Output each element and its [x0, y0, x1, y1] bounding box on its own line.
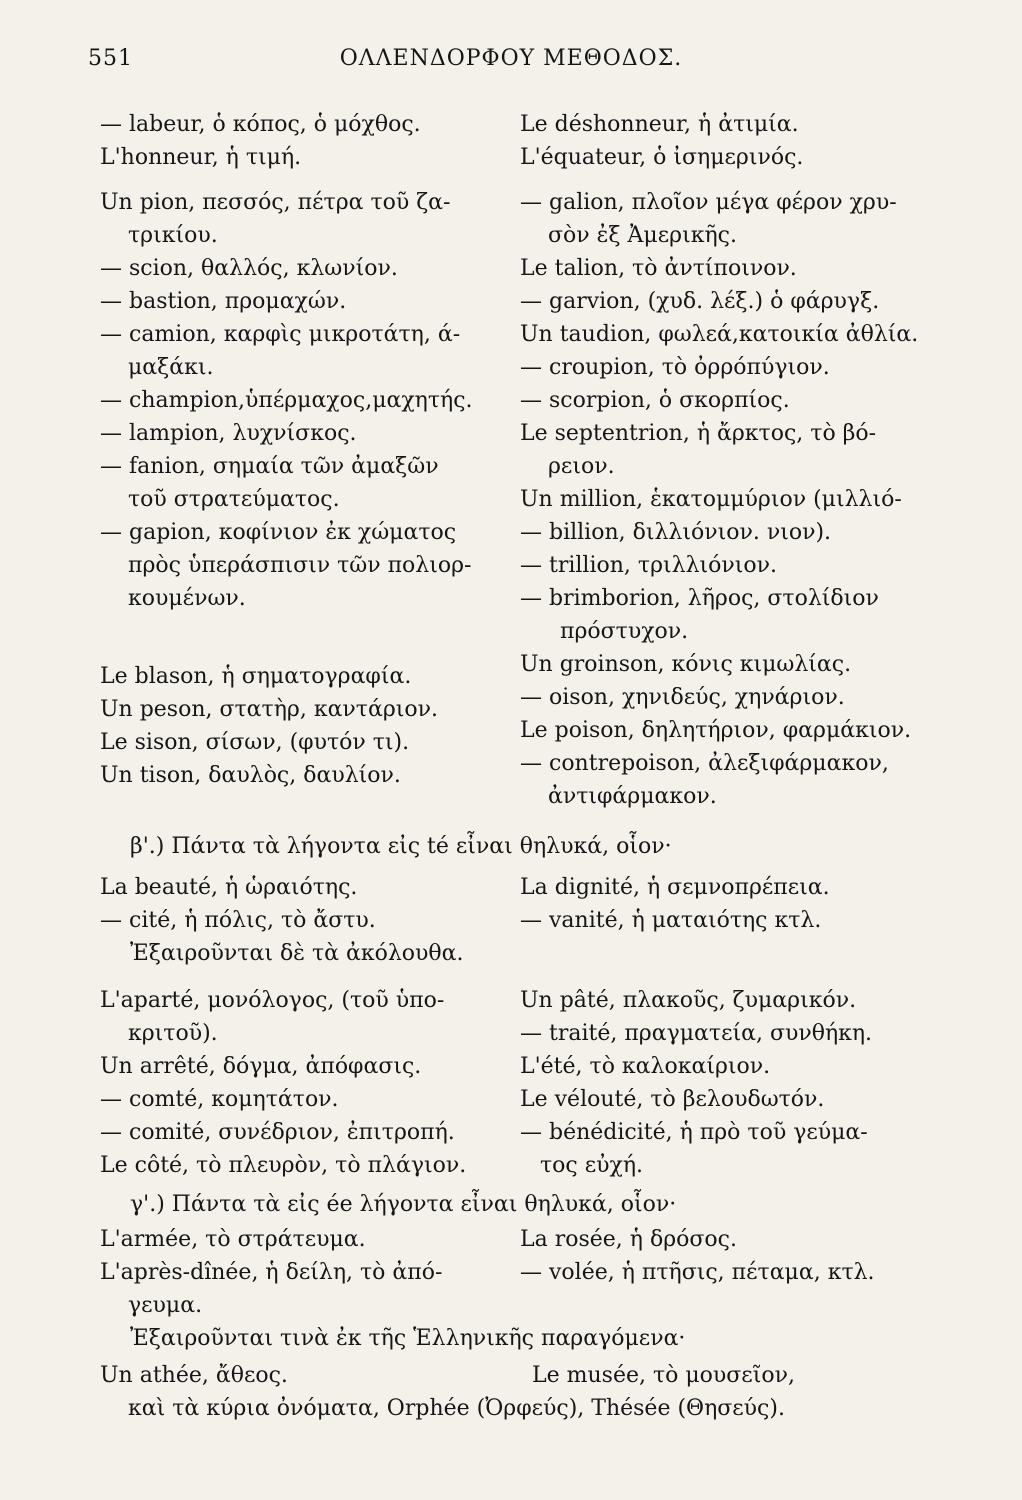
entry: L'après-dînée, ἡ δείλη, τὸ ἀπό-	[100, 1260, 443, 1285]
spacer	[100, 615, 520, 660]
entry: Un groinson, κόνις κιμωλίας.	[520, 652, 852, 677]
running-title: ΟΛΛΕΝΔΟΡΦΟΥ ΜΕΘΟΔΟΣ.	[339, 46, 683, 71]
entry: — bénédicité, ἡ πρὸ τοῦ γεύμα-	[520, 1120, 868, 1145]
entry: — comité, συνέδριον, ἐπιτροπή.	[100, 1120, 455, 1145]
section-two-left-column	[100, 871, 520, 937]
entry-continuation: πρὸς ὑπεράσπισιν τῶν πολιορ-	[128, 553, 472, 578]
section-two	[100, 830, 980, 970]
entry-continuation: σὸν ἐξ Ἀμερικῆς.	[548, 223, 737, 248]
entry: — cité, ἡ πόλις, τὸ ἄστυ.	[100, 908, 376, 933]
entry: — bastion, προμαχών.	[100, 289, 347, 314]
entry-continuation: κουμένων.	[128, 586, 246, 611]
entry: Un taudion, φωλεά,κατοικία ἀθλία.	[520, 322, 919, 347]
entry: — scorpion, ὁ σκορπίος.	[520, 388, 790, 413]
entry: L'équateur, ὁ ἰσημερινός.	[520, 145, 804, 170]
exception-note: Ἐξαιροῦνται δὲ τὰ ἀκόλουθα.	[130, 941, 464, 966]
section-four	[100, 1188, 980, 1425]
section-one	[100, 108, 980, 813]
entry: Un athée, ἄθεος.	[100, 1363, 288, 1388]
final-right-column	[520, 1359, 980, 1392]
section-two-right-column	[520, 871, 980, 937]
entry: — volée, ἡ πτῆσις, πέταμα, κτλ.	[520, 1260, 875, 1285]
entry-continuation: τρικίου.	[128, 223, 218, 248]
entry: Le vélouté, τὸ βελουδωτόν.	[520, 1087, 825, 1112]
entry: — trillion, τριλλιόνιον.	[520, 553, 777, 578]
entry: La rosée, ἡ δρόσος.	[520, 1227, 737, 1252]
closing-line: καὶ τὰ κύρια ὀνόματα, Orphée (Ὀρφεύς), Thésée (Θησεύς).	[128, 1396, 785, 1421]
section-three	[100, 984, 980, 1182]
entry: Le poison, δηλητήριον, φαρμάκιον.	[520, 718, 912, 743]
entry: — traité, πραγματεία, συνθήκη.	[520, 1021, 873, 1046]
exception-note: Ἐξαιροῦνται τινὰ ἐκ τῆς Ἑλληνικῆς παραγόμενα·	[130, 1326, 686, 1351]
entry: — gapion, κοφίνιον ἐκ χώματος	[100, 520, 457, 545]
entry: Un pâté, πλακοῦς, ζυμαρικόν.	[520, 988, 857, 1013]
entry: — garvion, (χυδ. λέξ.) ὁ φάρυγξ.	[520, 289, 880, 314]
entry: — labeur, ὁ κόπος, ὁ μόχθος.	[100, 112, 421, 137]
entry: Un arrêté, δόγμα, ἀπόφασις.	[100, 1054, 422, 1079]
entry: — camion, καρφὶς μικροτάτη, ά-	[100, 322, 461, 347]
entry: L'honneur, ἡ τιμή.	[100, 145, 302, 170]
page-number: 551	[88, 46, 133, 71]
entry-continuation: τοῦ στρατεύματος.	[128, 487, 340, 512]
entry-continuation: γευμα.	[128, 1293, 203, 1318]
spacer	[520, 174, 980, 186]
entry: — champion,ὑπέρμαχος,μαχητής.	[100, 388, 473, 413]
entry: Le sison, σίσων, (φυτόν τι).	[100, 730, 410, 755]
rule-heading: β'.) Πάντα τὰ λήγοντα εἰς té εἶναι θηλυκά, οἷον·	[130, 834, 672, 859]
entry-continuation: τος εὐχή.	[540, 1153, 644, 1178]
entry-continuation: πρόστυχον.	[560, 619, 689, 644]
entry: Un peson, στατὴρ, καντάριον.	[100, 697, 438, 722]
entry: Un pion, πεσσός, πέτρα τοῦ ζα-	[100, 190, 451, 215]
entry: Un tison, δαυλὸς, δαυλίον.	[100, 763, 401, 788]
entry: Un million, ἑκατομμύριον (μιλλιό-	[520, 487, 902, 512]
section-four-left-column	[100, 1223, 520, 1322]
final-left-column	[100, 1359, 520, 1392]
page-header	[88, 46, 934, 82]
section-one-right-column	[520, 108, 980, 813]
entry-continuation: ρειον.	[548, 454, 615, 479]
entry: L'armée, τὸ στράτευμα.	[100, 1227, 366, 1252]
entry: L'aparté, μονόλογος, (τοῦ ὑπο-	[100, 988, 445, 1013]
entry-continuation: κριτοῦ).	[128, 1021, 218, 1046]
entry: Le septentrion, ἡ ἄρκτος, τὸ βό-	[520, 421, 877, 446]
spacer	[100, 174, 520, 186]
entry: Le blason, ἡ σηματογραφία.	[100, 664, 412, 689]
entry: — contrepoison, ἀλεξιφάρμακον,	[520, 751, 889, 776]
entry: — lampion, λυχνίσκος.	[100, 421, 357, 446]
entry-continuation: ἀντιφάρμακον.	[548, 784, 717, 809]
section-three-left-column	[100, 984, 520, 1182]
entry: — vanité, ἡ ματαιότης κτλ.	[520, 908, 822, 933]
entry: — oison, χηνιδεύς, χηνάριον.	[520, 685, 845, 710]
entry: Le côté, τὸ πλευρὸν, τὸ πλάγιον.	[100, 1153, 467, 1178]
section-three-right-column	[520, 984, 980, 1182]
entry: Le talion, τὸ ἀντίποινον.	[520, 256, 797, 281]
entry: Le musée, τὸ μουσεῖον,	[532, 1363, 795, 1388]
entry: La beauté, ἡ ὡραιότης.	[100, 875, 358, 900]
entry: La dignité, ἡ σεμνοπρέπεια.	[520, 875, 830, 900]
section-four-right-column	[520, 1223, 980, 1322]
entry: — fanion, σημαία τῶν ἀμαξῶν	[100, 454, 439, 479]
entry: — brimborion, λῆρος, στολίδιον	[520, 586, 879, 611]
entry: L'été, τὸ καλοκαίριον.	[520, 1054, 771, 1079]
entry: — billion, διλλιόνιον. νιον).	[520, 520, 832, 545]
entry: — scion, θαλλός, κλωνίον.	[100, 256, 398, 281]
entry: — croupion, τὸ ὀρρόπύγιον.	[520, 355, 830, 380]
rule-heading: γ'.) Πάντα τὰ εἰς ée λήγοντα εἶναι θηλυκά, οἷον·	[130, 1192, 677, 1217]
entry-continuation: μαξάκι.	[128, 355, 214, 380]
entry: — galion, πλοῖον μέγα φέρον χρυ-	[520, 190, 897, 215]
entry: — comté, κομητάτον.	[100, 1087, 339, 1112]
section-one-left-column	[100, 108, 520, 813]
entry: Le déshonneur, ἡ ἀτιμία.	[520, 112, 799, 137]
